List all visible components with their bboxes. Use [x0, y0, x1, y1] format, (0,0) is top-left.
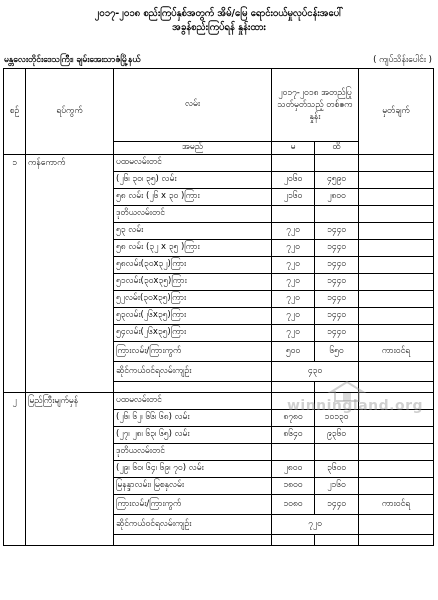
road-name: ၅၂လမ်း(၃၀x၃၅)ကြား: [114, 291, 272, 308]
rate-min: ၁၈၀၀: [272, 478, 315, 495]
road-name: ၅၃ လမ်း: [114, 223, 272, 240]
road-name: မြနန္ဒာလမ်း၊ မြစနှလမ်း: [114, 478, 272, 495]
remark-cell: [359, 257, 434, 274]
header-remark: မှတ်ချက်: [359, 69, 434, 155]
rate-table: [3, 68, 434, 546]
table-row: [4, 155, 434, 172]
rate-min: ၇၂၀: [272, 257, 315, 274]
road-name: ပထမလမ်းတင်: [114, 393, 272, 410]
rate-min: ၂၀၆၀: [272, 172, 315, 189]
remark-cell: ကားဝင်ရ: [359, 495, 434, 515]
empty-cell: [272, 382, 315, 393]
rate-max: ၁၄၄၀: [315, 291, 359, 308]
rate-max: ၁၀၁၃၀: [315, 410, 359, 427]
rate-min: ၇၂၀: [272, 240, 315, 257]
rate-value: ၇၂၀: [272, 515, 359, 535]
remark-cell: [359, 206, 434, 223]
rate-min: ၇၂၀: [272, 308, 315, 325]
remark-cell: [359, 172, 434, 189]
rate-max: ၄၅၉၀: [315, 172, 359, 189]
road-name: (၂၆၊ ၃၀၊ ၃၅) လမ်း: [114, 172, 272, 189]
road-name: ၅၃လမ်း(၂၆x၃၅)ကြား: [114, 308, 272, 325]
rate-max: ၆၅၀: [315, 342, 359, 362]
rate-min: [272, 155, 315, 172]
rate-min: ၁၀၈၀: [272, 495, 315, 515]
row-number: ၂: [4, 393, 26, 546]
rate-max: [315, 206, 359, 223]
unit-label: ( ကျပ်သိန်းပေါင်း ): [373, 55, 432, 65]
remark-cell: [359, 478, 434, 495]
header-rate: ၂၀၁၇-၂၀၁၈ အတည်ပြု သတ်မှတ်သည့် တစ်ဧကနှုန်း: [272, 69, 359, 142]
rate-min: ၇၂၀: [272, 291, 315, 308]
empty-cell: [114, 535, 272, 546]
rate-max: ၁၄၄၀: [315, 308, 359, 325]
rate-min: ၂၈၀၀: [272, 461, 315, 478]
remark-cell: [359, 515, 434, 535]
rate-min: ၂၁၆၀: [272, 189, 315, 206]
rate-min: ၈၇၈၀: [272, 410, 315, 427]
header-no: စဉ်: [4, 69, 26, 155]
road-name: ဆိုင်ကယ်ဝင်ရလမ်းကျဉ်း: [114, 515, 272, 535]
road-name: ၅၁လမ်း(၃၀x၃၅)ကြား: [114, 274, 272, 291]
header-road: လမ်း: [114, 69, 272, 142]
remark-cell: [359, 223, 434, 240]
rate-max: ၁၄၄၀: [315, 240, 359, 257]
page-subtitle: အခွန်စည်းကြပ်ရန် နှုန်းထား: [172, 22, 266, 33]
road-name: ဒုတိယလမ်းတင်: [114, 206, 272, 223]
header-type: အမည်: [114, 142, 272, 155]
remark-cell: [359, 427, 434, 444]
empty-cell: [272, 535, 315, 546]
remark-cell: [359, 461, 434, 478]
ward-name: ကန်ကောက်: [26, 155, 114, 393]
road-name: ကြားလမ်း/ကြားကွက်: [114, 342, 272, 362]
rate-max: ၃၆၀၀: [315, 461, 359, 478]
road-name: ဒုတိယလမ်းတင်: [114, 444, 272, 461]
remark-cell: [359, 325, 434, 342]
road-name: ကြားလမ်း/ကြားကွက်: [114, 495, 272, 515]
rate-value: ၄၃၀: [272, 362, 359, 382]
remark-cell: [359, 274, 434, 291]
remark-cell: [359, 240, 434, 257]
rate-max: ၁၄၄၀: [315, 274, 359, 291]
rate-max: ၁၄၄၀: [315, 257, 359, 274]
road-name: ၅၈ လမ်း (၃၂ x ၃၅ )ကြား: [114, 240, 272, 257]
remark-cell: [359, 189, 434, 206]
header-to: ထိ: [315, 142, 359, 155]
header-ward: ရပ်ကွက်: [26, 69, 114, 155]
rate-max: ၁၄၄၀: [315, 495, 359, 515]
empty-cell: [315, 535, 359, 546]
rate-max: ၂၈၀၀: [315, 189, 359, 206]
ward-name: မြည်ကြီးမျက်မှန်: [26, 393, 114, 546]
rate-min: ၇၂၀: [272, 274, 315, 291]
rate-max: ၂၁၆၀: [315, 478, 359, 495]
rate-max: ၉၃၆၀: [315, 427, 359, 444]
empty-cell: [359, 382, 434, 393]
road-name: (၂၇၊ ၂၈၊ ၆၃၊ ၆၅) လမ်း: [114, 427, 272, 444]
road-name: ၅၈ လမ်း (၂၆ x ၃၀ )ကြား: [114, 189, 272, 206]
rate-min: ၇၂၀: [272, 325, 315, 342]
remark-cell: [359, 362, 434, 382]
rate-min: [272, 444, 315, 461]
road-name: (၂၆၊ ၆၂၊ ၆၆၊ ၆၈) လမ်း: [114, 410, 272, 427]
remark-cell: [359, 308, 434, 325]
table-body: [4, 155, 434, 546]
empty-cell: [114, 382, 272, 393]
road-name: ဆိုင်ကယ်ဝင်ရလမ်းကျဉ်း: [114, 362, 272, 382]
row-number: ၁: [4, 155, 26, 393]
rate-min: ၇၂၀: [272, 223, 315, 240]
road-name: ပထမလမ်းတင်: [114, 155, 272, 172]
road-name: ၅၄လမ်း(၂၆x၃၅)ကြား: [114, 325, 272, 342]
road-name: (၂၉၊ ၆၀၊ ၆၄၊ ၆၉၊ ၇၀) လမ်း: [114, 461, 272, 478]
watermark-text: winningland.org: [286, 398, 424, 414]
page-title: ၂၀၁၇-၂၀၁၈ စည်းကြပ်နှစ်အတွက် အိမ်/မြေ ရောင်းဝယ်မှုလုပ်ငန်းအပေါ်: [94, 8, 344, 19]
rate-max: ၁၄၄၀: [315, 325, 359, 342]
header-from: မ: [272, 142, 315, 155]
rate-max: [315, 155, 359, 172]
rate-min: [272, 206, 315, 223]
empty-cell: [359, 535, 434, 546]
remark-cell: [359, 444, 434, 461]
remark-cell: [359, 291, 434, 308]
rate-max: ၁၄၄၀: [315, 223, 359, 240]
region-label: မန္တလေးတိုင်းဒေသကြီး၊ ချမ်းအေးသာဇံမြို့နယ်: [4, 55, 141, 65]
rate-min: ၈၆၄၀: [272, 427, 315, 444]
road-name: ၅၈လမ်း(၃၀x၃၂)ကြား: [114, 257, 272, 274]
rate-max: [315, 444, 359, 461]
remark-cell: ကားဝင်ရ: [359, 342, 434, 362]
remark-cell: [359, 155, 434, 172]
rate-min: ၅၀၀: [272, 342, 315, 362]
